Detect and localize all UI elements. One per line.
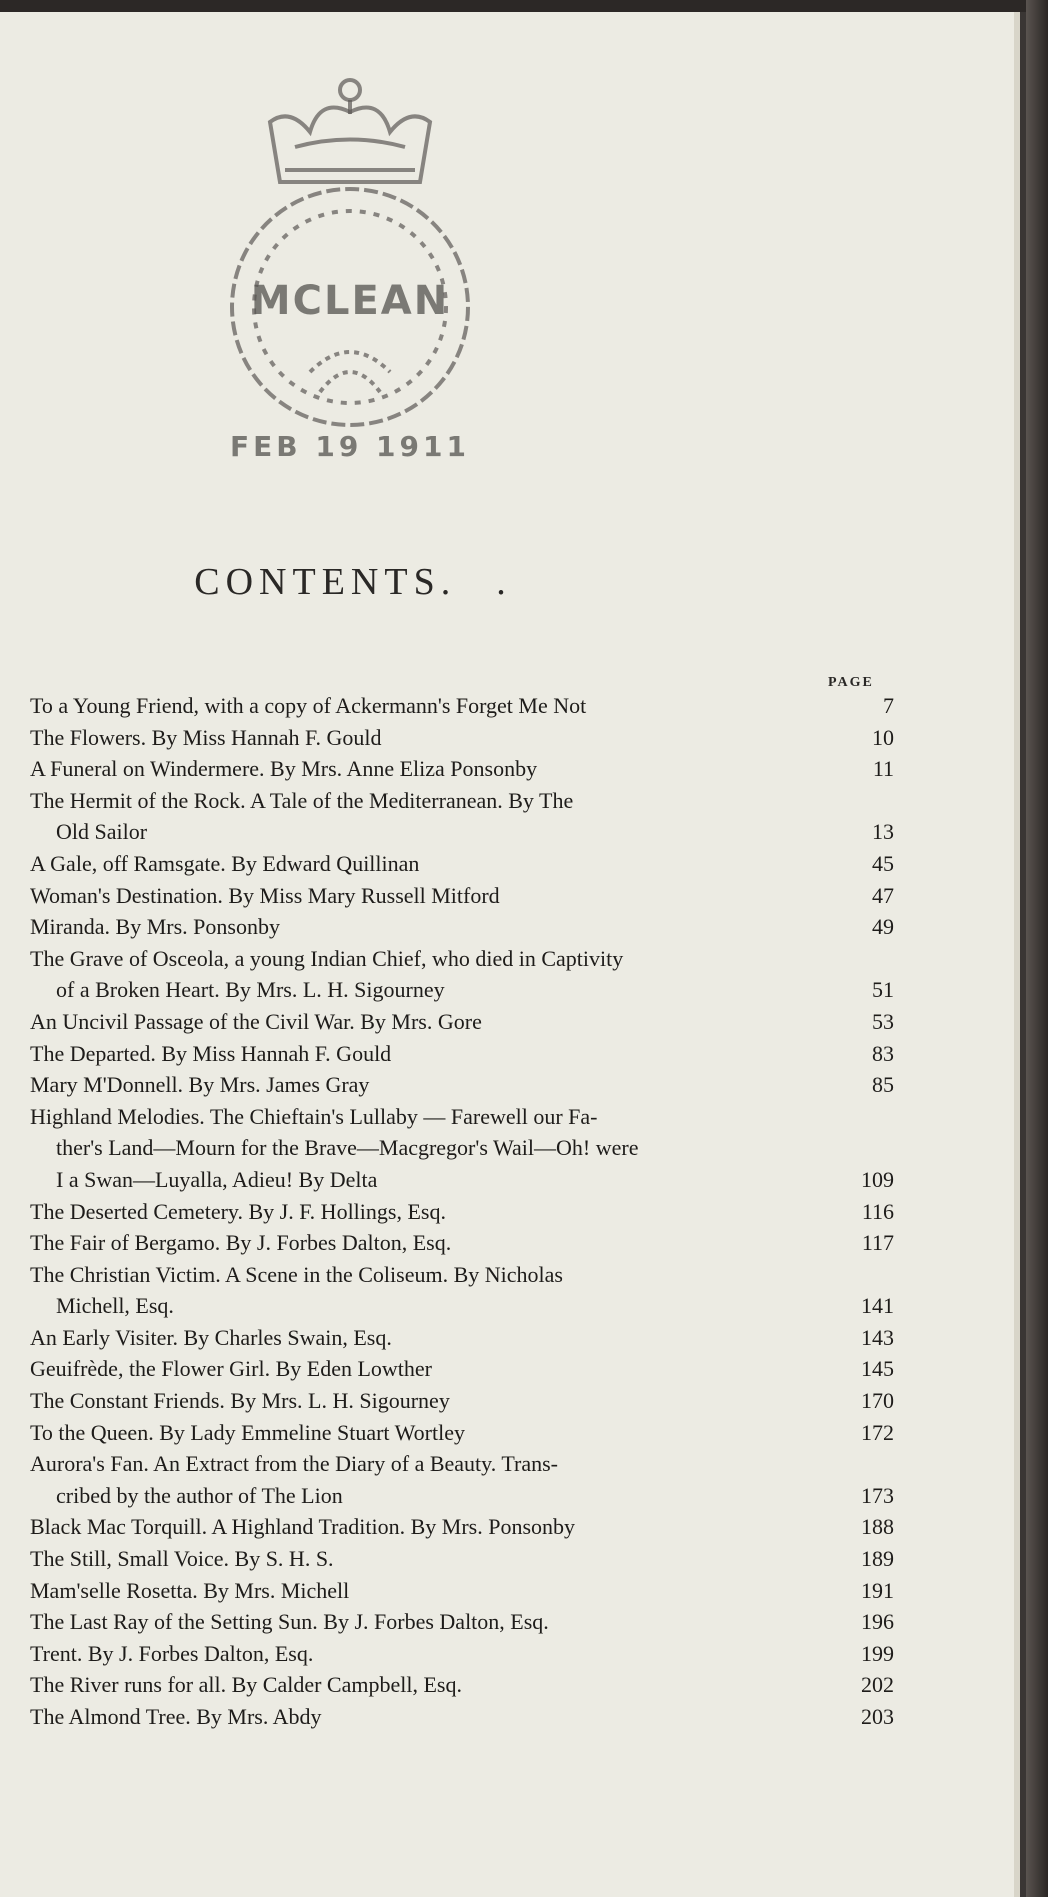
toc-entry-line — [30, 1511, 894, 1543]
toc-page-number: 51 — [872, 977, 894, 1003]
toc-entry-text: Aurora's Fan. An Extract from the Diary of a Beauty. Trans- — [30, 1451, 558, 1477]
toc-entry-line — [30, 911, 894, 943]
toc-entry-text: ther's Land—Mourn for the Brave—Macgregor's Wail—Oh! were — [56, 1135, 639, 1161]
title-dot: . — [496, 561, 506, 603]
toc-entry-line — [30, 880, 894, 912]
toc-entry-line — [30, 1069, 894, 1101]
toc-page-number: 85 — [872, 1072, 894, 1098]
toc-entry-line — [30, 1322, 894, 1354]
toc-page-number: 117 — [861, 1230, 894, 1256]
toc-page-number: 53 — [872, 1008, 894, 1034]
toc-entry-line — [30, 1606, 894, 1638]
toc-page-number: 191 — [861, 1577, 894, 1603]
toc-entry-text: The Last Ray of the Setting Sun. By J. Forbes Dalton, Esq. — [30, 1609, 549, 1635]
toc-page-number: 143 — [861, 1324, 894, 1350]
toc-entry-line — [30, 1164, 894, 1196]
library-crown-stamp-icon — [200, 52, 500, 492]
toc-entry-text: The Almond Tree. By Mrs. Abdy — [30, 1704, 322, 1729]
toc-page-number: 188 — [861, 1514, 894, 1540]
toc-entry-text: Trent. By J. Forbes Dalton, Esq. — [30, 1640, 314, 1666]
stamp-date: FEB 19 1911 — [230, 430, 470, 463]
toc-entry-line — [30, 1259, 894, 1291]
book-page — [0, 12, 1020, 1897]
toc-entry-line — [30, 1575, 894, 1607]
toc-page-number: 10 — [872, 724, 894, 750]
toc-entry-text: The Deserted Cemetery. By J. F. Hollings, Esq. — [30, 1198, 446, 1224]
toc-entry-text: cribed by the author of The Lion — [56, 1482, 343, 1508]
toc-entry-line — [30, 1385, 894, 1417]
toc-page-number: 199 — [861, 1640, 894, 1666]
toc-entry-line — [30, 1290, 894, 1322]
toc-entry-text: An Uncivil Passage of the Civil War. By Mrs. Gore — [30, 1008, 482, 1034]
toc-entry-line — [30, 1417, 894, 1449]
toc-page-number: 141 — [861, 1293, 894, 1319]
toc-entry-line — [30, 943, 894, 975]
toc-entry-text: Miranda. By Mrs. Ponsonby — [30, 914, 280, 940]
toc-page-number: 49 — [872, 914, 894, 940]
toc-entry-text: The Departed. By Miss Hannah F. Gould — [30, 1040, 392, 1066]
toc-entry-line — [30, 848, 894, 880]
toc-entry-text: A Funeral on Windermere. By Mrs. Anne Eliza Ponsonby — [30, 756, 538, 782]
toc-page-number: 45 — [872, 850, 894, 876]
page-column-header: PAGE — [828, 675, 874, 690]
toc-entry-text: To the Queen. By Lady Emmeline Stuart Wortley — [30, 1419, 465, 1445]
toc-entry-text: of a Broken Heart. By Mrs. L. H. Sigourney — [56, 977, 445, 1003]
book-top-edge — [0, 0, 1048, 12]
toc-page-number: 173 — [861, 1482, 894, 1508]
toc-entry-line — [30, 1480, 894, 1512]
toc-page-number: 116 — [861, 1198, 894, 1224]
stamp-name: MCLEAN — [250, 278, 450, 324]
toc-entry-text: I a Swan—Luyalla, Adieu! By Delta — [56, 1166, 378, 1192]
toc-entry-text: Old Sailor — [56, 819, 148, 845]
toc-entry-text: To a Young Friend, with a copy of Ackermann's Forget Me Not — [30, 693, 587, 718]
toc-entry-text: An Early Visiter. By Charles Swain, Esq. — [30, 1324, 392, 1350]
toc-page-number: 189 — [861, 1546, 894, 1572]
toc-entry-line — [30, 1006, 894, 1038]
toc-entry-text: The Hermit of the Rock. A Tale of the Mediterranean. By The — [30, 787, 574, 813]
book-spine-edge — [1026, 0, 1048, 1897]
toc-entry-text: Highland Melodies. The Chieftain's Lullaby — Farewell our Fa- — [30, 1103, 598, 1129]
toc-page-number: 109 — [861, 1166, 894, 1192]
toc-entry-text: A Gale, off Ramsgate. By Edward Quillinan — [30, 850, 420, 876]
page-title: CONTENTS. . — [194, 561, 506, 603]
toc-page-number: 170 — [861, 1388, 894, 1414]
toc-entry-text: Geuifrède, the Flower Girl. By Eden Lowther — [30, 1356, 432, 1382]
toc-entry-text: The Flowers. By Miss Hannah F. Gould — [30, 724, 382, 750]
toc-page-number: 202 — [861, 1672, 894, 1698]
toc-page-number: 7 — [883, 693, 894, 718]
toc-entry-text: The River runs for all. By Calder Campbell, Esq. — [30, 1672, 462, 1698]
toc-entry-line — [30, 1353, 894, 1385]
toc-page-number: 83 — [872, 1040, 894, 1066]
toc-page-number: 172 — [861, 1419, 894, 1445]
toc-entry-line — [30, 1701, 894, 1733]
toc-entry-text: The Grave of Osceola, a young Indian Chief, who died in Captivity — [30, 945, 624, 971]
toc-entry-text: Michell, Esq. — [56, 1293, 174, 1319]
toc-entry-line — [30, 974, 894, 1006]
toc-entry-line — [30, 1038, 894, 1070]
toc-entry-line — [30, 1669, 894, 1701]
toc-entry-text: The Fair of Bergamo. By J. Forbes Dalton, Esq. — [30, 1230, 452, 1256]
toc-page-number: 203 — [861, 1704, 894, 1729]
toc-entry-text: The Still, Small Voice. By S. H. S. — [30, 1546, 334, 1572]
toc-entry-line — [30, 1543, 894, 1575]
toc-entry-text: Mary M'Donnell. By Mrs. James Gray — [30, 1072, 370, 1098]
toc-entry-text: Woman's Destination. By Miss Mary Russell Mitford — [30, 882, 500, 908]
toc-entry-line — [30, 785, 894, 817]
toc-entry-line — [30, 1101, 894, 1133]
toc-entry-line — [30, 1227, 894, 1259]
toc-page-number: 11 — [872, 756, 894, 782]
toc-entry-line — [30, 1638, 894, 1670]
toc-entry-text: Black Mac Torquill. A Highland Tradition. By Mrs. Ponsonby — [30, 1514, 576, 1540]
toc-page-number: 196 — [861, 1609, 894, 1635]
toc-entry-line — [30, 1132, 894, 1164]
toc-page-number: 145 — [861, 1356, 894, 1382]
toc-entry-text: The Constant Friends. By Mrs. L. H. Sigourney — [30, 1388, 450, 1414]
toc-page-number: 47 — [872, 882, 894, 908]
toc-entry-line — [30, 722, 894, 754]
toc-page-number: 13 — [872, 819, 894, 845]
contents-list — [30, 690, 894, 1733]
toc-entry-line — [30, 1448, 894, 1480]
toc-entry-line — [30, 816, 894, 848]
library-stamp — [200, 52, 500, 492]
toc-entry-text: The Christian Victim. A Scene in the Coliseum. By Nicholas — [30, 1261, 563, 1287]
toc-entry-text: Mam'selle Rosetta. By Mrs. Michell — [30, 1577, 350, 1603]
toc-entry-line — [30, 690, 894, 722]
toc-entry-line — [30, 1196, 894, 1228]
toc-entry-line — [30, 753, 894, 785]
